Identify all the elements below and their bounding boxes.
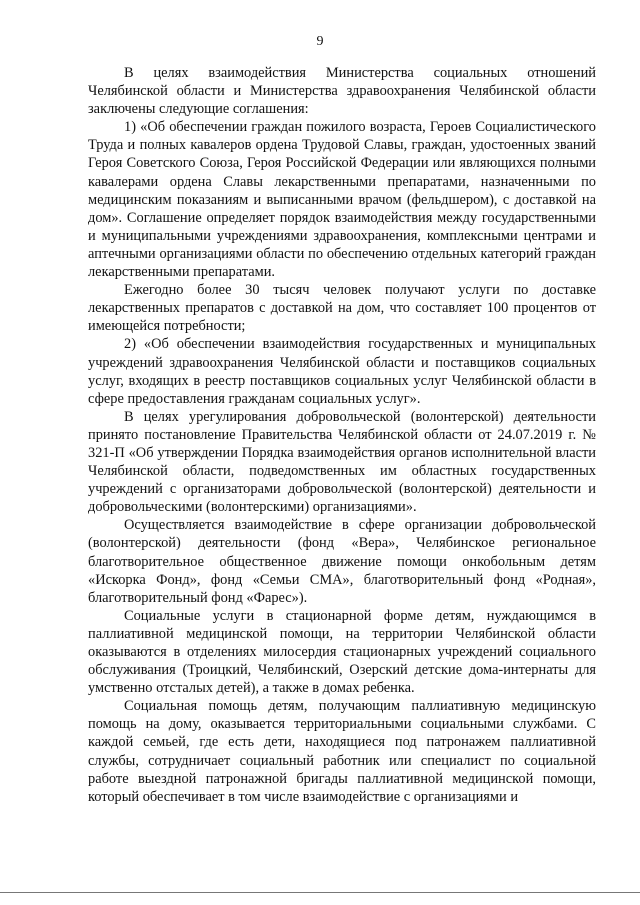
paragraph-annual-delivery: Ежегодно более 30 тысяч человек получают услуги по доставке лекарственных препаратов с доставкой на дом, что составляет 100 процентов от имеющейся потребности; bbox=[88, 282, 596, 335]
paragraph-home-palliative-help: Социальная помощь детям, получающим паллиативную медицинскую помощь на дому, оказывается территориальными социальными службами. С каждой семьей, где есть дети, находящиеся под патронажем паллиативной службы, сотрудничает социальный работник или специалист по социальной работе выездной патронажной бригады паллиативной медицинской помощи, который обеспечивает в том числе взаимодействие с организациями и bbox=[88, 698, 596, 805]
page-number: 9 bbox=[316, 34, 324, 49]
paragraph-inpatient-services: Социальные услуги в стационарной форме детям, нуждающимся в паллиативной медицинской помощи, на территории Челябинской области оказываются в отделениях милосердия стационарных учреждений социального обслуживания (Троицкий, Челябинский, Озерский детские дома-интернаты для умственно отсталых детей), а также в домах ребенка. bbox=[88, 607, 596, 697]
page-bottom-divider bbox=[0, 892, 640, 893]
paragraph-intro: В целях взаимодействия Министерства социальных отношений Челябинской области и Министерства здравоохранения Челябинской области заключены следующие соглашения: bbox=[88, 65, 596, 118]
paragraph-agreement-1: 1) «Об обеспечении граждан пожилого возраста, Героев Социалистического Труда и полных кавалеров ордена Трудовой Славы, граждан, удостоенных званий Героя Советского Союза, Героя Российской Федерации или являющихся полными кавалерами ордена Славы лекарственными препаратами, назначенными по медицинским показаниям и выписанными врачом (фельдшером), с доставкой на дом». Соглашение определяет порядок взаимодействия между государственными и муниципальными учреждениями здравоохранения, комплексными центрами и аптечными организациями области по обеспечению отдельных категорий граждан лекарственными препаратами. bbox=[88, 119, 596, 281]
paragraph-volunteer-resolution: В целях урегулирования добровольческой (волонтерской) деятельности принято постановление Правительства Челябинской области от 24.07.2019 г. № 321-П «Об утверждении Порядка взаимодействия органов исполнительной власти Челябинской области, подведомственных им областных государственных учреждений с организаторами добровольческой (волонтерской) деятельности и добровольческими (волонтерскими) организациями». bbox=[88, 408, 596, 516]
paragraph-volunteer-cooperation: Осуществляется взаимодействие в сфере организации добровольческой (волонтерской) деятельности (фонд «Вера», Челябинское региональное благотворительное общественное движение помощи онкобольным детям «Искорка Фонд», фонд «Семьи СМА», благотворительный фонд «Родная», благотворительный фонд «Фарес»). bbox=[88, 517, 596, 606]
paragraph-agreement-2: 2) «Об обеспечении взаимодействия государственных и муниципальных учреждений здравоохранения Челябинской области и поставщиков социальных услуг, входящих в реестр поставщиков социальных услуг Челябинской области в сфере предоставления гражданам социальных услуг». bbox=[88, 336, 596, 407]
document-body bbox=[88, 64, 596, 806]
